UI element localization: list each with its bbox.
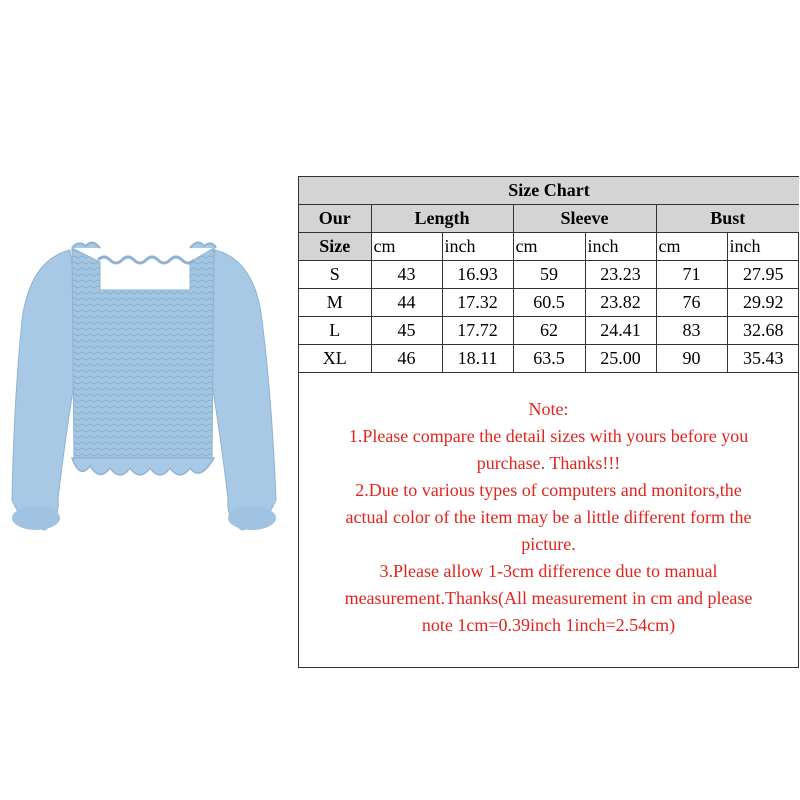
cell: 83 xyxy=(656,317,727,345)
size-header: Our xyxy=(299,205,371,233)
cell: 27.95 xyxy=(727,261,799,289)
note-line: purchase. Thanks!!! xyxy=(476,453,621,473)
group-length: Length xyxy=(371,205,513,233)
note-line: 3.Please allow 1-3cm difference due to manual xyxy=(379,561,718,581)
cell: 63.5 xyxy=(513,345,585,373)
size-label: S xyxy=(299,261,371,289)
cell: 60.5 xyxy=(513,289,585,317)
cell: 76 xyxy=(656,289,727,317)
chart-title: Size Chart xyxy=(299,177,799,205)
cell: 71 xyxy=(656,261,727,289)
note-line: 2.Due to various types of computers and monitors,the xyxy=(355,480,742,500)
cell: 35.43 xyxy=(727,345,799,373)
cell: 24.41 xyxy=(585,317,656,345)
note-line: 1.Please compare the detail sizes with yours before you xyxy=(348,426,749,446)
cell: 62 xyxy=(513,317,585,345)
size-header-line2: Size xyxy=(299,233,371,261)
size-table xyxy=(299,177,799,373)
unit-inch: inch xyxy=(727,233,799,261)
cell: 17.32 xyxy=(442,289,513,317)
note-line: actual color of the item may be a little different form the xyxy=(345,507,752,527)
cell: 46 xyxy=(371,345,442,373)
cell: 32.68 xyxy=(727,317,799,345)
cell: 16.93 xyxy=(442,261,513,289)
cell: 59 xyxy=(513,261,585,289)
unit-cm: cm xyxy=(513,233,585,261)
table-row xyxy=(299,289,799,317)
cell: 29.92 xyxy=(727,289,799,317)
cell: 23.23 xyxy=(585,261,656,289)
group-sleeve: Sleeve xyxy=(513,205,656,233)
cell: 18.11 xyxy=(442,345,513,373)
table-row xyxy=(299,261,799,289)
cell: 44 xyxy=(371,289,442,317)
size-label: L xyxy=(299,317,371,345)
left-sleeve xyxy=(12,250,82,530)
size-label: XL xyxy=(299,345,371,373)
size-chart xyxy=(298,176,799,668)
blouse-illustration xyxy=(0,230,290,560)
smocked-bodice xyxy=(72,248,214,460)
table-row xyxy=(299,345,799,373)
unit-inch: inch xyxy=(585,233,656,261)
table-row xyxy=(299,317,799,345)
product-photo xyxy=(0,230,290,560)
notes-heading: Note: xyxy=(528,399,569,419)
cell: 90 xyxy=(656,345,727,373)
hem-ruffle xyxy=(72,458,214,475)
cell: 45 xyxy=(371,317,442,345)
note-line: note 1cm=0.39inch 1inch=2.54cm) xyxy=(421,615,676,635)
cell: 25.00 xyxy=(585,345,656,373)
right-sleeve xyxy=(204,250,276,530)
cell: 17.72 xyxy=(442,317,513,345)
unit-cm: cm xyxy=(371,233,442,261)
cell: 43 xyxy=(371,261,442,289)
note-line: measurement.Thanks(All measurement in cm and please xyxy=(344,588,753,608)
notes-section xyxy=(299,373,798,639)
unit-inch: inch xyxy=(442,233,513,261)
unit-cm: cm xyxy=(656,233,727,261)
note-line: picture. xyxy=(521,534,576,554)
cell: 23.82 xyxy=(585,289,656,317)
group-bust: Bust xyxy=(656,205,799,233)
size-label: M xyxy=(299,289,371,317)
